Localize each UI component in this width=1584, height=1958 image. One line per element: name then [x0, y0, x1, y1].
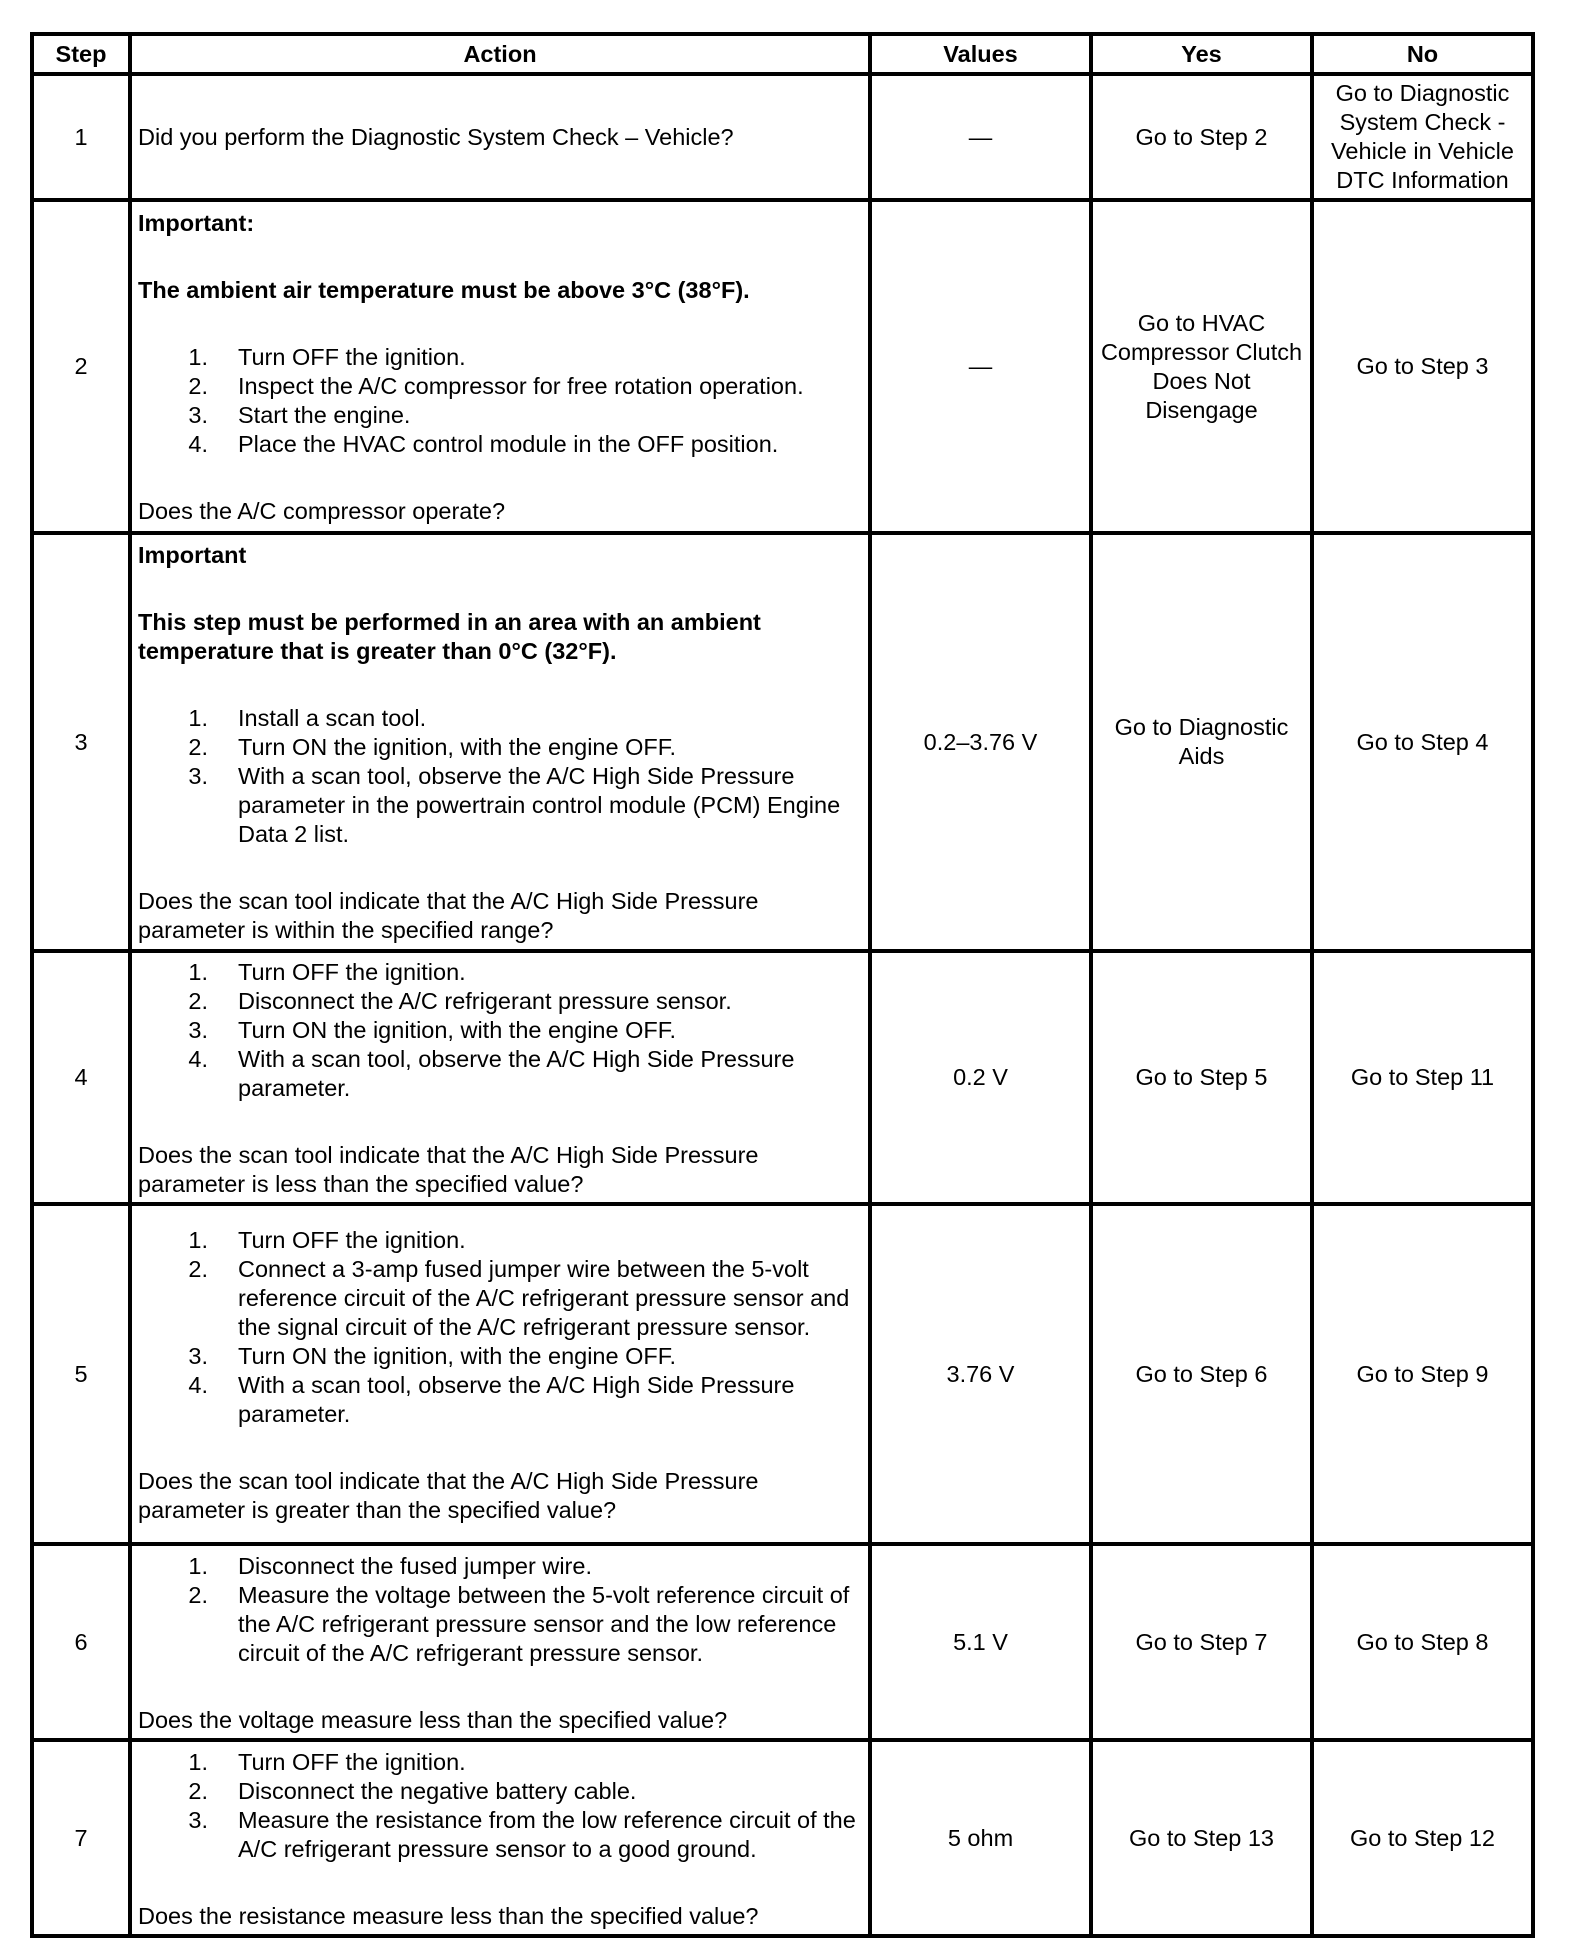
action-cell	[130, 1544, 870, 1740]
action-cell	[130, 200, 870, 533]
list-item: 3. With a scan tool, observe the A/C High Side Pressure parameter in the powertrain control module (PCM) Engine Data 2 list.	[188, 763, 841, 847]
table-row	[32, 1204, 1533, 1544]
action-question: Did you perform the Diagnostic System Check – Vehicle?	[138, 123, 734, 150]
header-row	[32, 34, 1533, 74]
no-cell: Go to Diagnostic System Check - Vehicle in Vehicle DTC Information	[1312, 74, 1533, 200]
table-row	[32, 1740, 1533, 1936]
action-question: Does the scan tool indicate that the A/C High Side Pressure parameter is within the specified range?	[138, 888, 759, 943]
header-values: Values	[870, 34, 1091, 74]
list-item: 1. Turn OFF the ignition.	[188, 1748, 466, 1775]
yes-cell: Go to Step 13	[1091, 1740, 1312, 1936]
list-item: 2. Connect a 3-amp fused jumper wire between the 5-volt reference circuit of the A/C refrigerant pressure sensor and the signal circuit of the A/C refrigerant pressure sensor.	[188, 1255, 850, 1340]
step-number: 7	[32, 1740, 130, 1936]
list-item: 4. With a scan tool, observe the A/C High Side Pressure parameter.	[188, 1046, 795, 1101]
table-row	[32, 533, 1533, 951]
list-item: 1. Turn OFF the ignition.	[188, 959, 466, 985]
diagnostic-table	[30, 32, 1535, 1938]
action-cell	[130, 74, 870, 200]
list-item: 2. Inspect the A/C compressor for free rotation operation.	[188, 373, 804, 399]
header-step: Step	[32, 34, 130, 74]
action-steps	[138, 704, 862, 849]
list-item: 2. Disconnect the negative battery cable.	[188, 1777, 637, 1804]
important-text: The ambient air temperature must be above 3°C (38°F).	[138, 277, 750, 303]
step-number: 1	[32, 74, 130, 200]
action-cell	[130, 1204, 870, 1544]
step-number: 6	[32, 1544, 130, 1740]
no-cell: Go to Step 12	[1312, 1740, 1533, 1936]
yes-cell: Go to Step 7	[1091, 1544, 1312, 1740]
important-text: This step must be performed in an area with an ambient temperature that is greater than 0°C (32°F).	[138, 609, 761, 664]
action-steps	[138, 343, 862, 459]
action-question: Does the resistance measure less than the specified value?	[138, 1902, 759, 1929]
list-item: 2. Turn ON the ignition, with the engine OFF.	[188, 734, 677, 760]
action-question: Does the scan tool indicate that the A/C High Side Pressure parameter is less than the specified value?	[138, 1142, 759, 1197]
action-question: Does the voltage measure less than the specified value?	[138, 1706, 728, 1733]
action-question: Does the A/C compressor operate?	[138, 498, 506, 524]
list-item: 3. Turn ON the ignition, with the engine OFF.	[188, 1342, 677, 1369]
list-item: 3. Measure the resistance from the low reference circuit of the A/C refrigerant pressure sensor to a good ground.	[188, 1806, 856, 1862]
action-cell	[130, 533, 870, 951]
table-row	[32, 1544, 1533, 1740]
yes-cell: Go to Step 6	[1091, 1204, 1312, 1544]
step-number: 4	[32, 951, 130, 1204]
values-cell: 5 ohm	[870, 1740, 1091, 1936]
list-item: 1. Install a scan tool.	[188, 705, 427, 731]
list-item: 1. Turn OFF the ignition.	[188, 1226, 466, 1253]
action-steps	[138, 1748, 862, 1864]
header-yes: Yes	[1091, 34, 1312, 74]
action-steps	[138, 1552, 862, 1668]
table-row	[32, 200, 1533, 533]
list-item: 2. Measure the voltage between the 5-volt reference circuit of the A/C refrigerant pressure sensor and the low reference circuit of the A/C refrigerant pressure sensor.	[188, 1581, 850, 1666]
list-item: 3. Turn ON the ignition, with the engine OFF.	[188, 1017, 677, 1043]
yes-cell: Go to Diagnostic Aids	[1091, 533, 1312, 951]
values-cell: 3.76 V	[870, 1204, 1091, 1544]
table-row	[32, 74, 1533, 200]
list-item: 4. Place the HVAC control module in the OFF position.	[188, 431, 779, 457]
no-cell: Go to Step 8	[1312, 1544, 1533, 1740]
values-cell: —	[870, 200, 1091, 533]
values-cell: 0.2 V	[870, 951, 1091, 1204]
values-cell: 0.2–3.76 V	[870, 533, 1091, 951]
step-number: 3	[32, 533, 130, 951]
no-cell: Go to Step 9	[1312, 1204, 1533, 1544]
step-number: 5	[32, 1204, 130, 1544]
header-action: Action	[130, 34, 870, 74]
table-row	[32, 951, 1533, 1204]
no-cell: Go to Step 11	[1312, 951, 1533, 1204]
no-cell: Go to Step 4	[1312, 533, 1533, 951]
yes-cell: Go to HVAC Compressor Clutch Does Not Disengage	[1091, 200, 1312, 533]
important-title: Important:	[138, 210, 255, 236]
list-item: 1. Turn OFF the ignition.	[188, 344, 466, 370]
list-item: 2. Disconnect the A/C refrigerant pressure sensor.	[188, 988, 732, 1014]
action-question: Does the scan tool indicate that the A/C High Side Pressure parameter is greater than the specified value?	[138, 1467, 759, 1523]
values-cell: 5.1 V	[870, 1544, 1091, 1740]
action-cell	[130, 951, 870, 1204]
list-item: 4. With a scan tool, observe the A/C High Side Pressure parameter.	[188, 1371, 795, 1427]
important-title: Important	[138, 542, 247, 568]
list-item: 1. Disconnect the fused jumper wire.	[188, 1552, 592, 1579]
yes-cell: Go to Step 5	[1091, 951, 1312, 1204]
action-steps	[138, 958, 862, 1103]
action-steps	[138, 1226, 862, 1429]
action-cell	[130, 1740, 870, 1936]
step-number: 2	[32, 200, 130, 533]
header-no: No	[1312, 34, 1533, 74]
no-cell: Go to Step 3	[1312, 200, 1533, 533]
yes-cell: Go to Step 2	[1091, 74, 1312, 200]
list-item: 3. Start the engine.	[188, 402, 411, 428]
values-cell: —	[870, 74, 1091, 200]
